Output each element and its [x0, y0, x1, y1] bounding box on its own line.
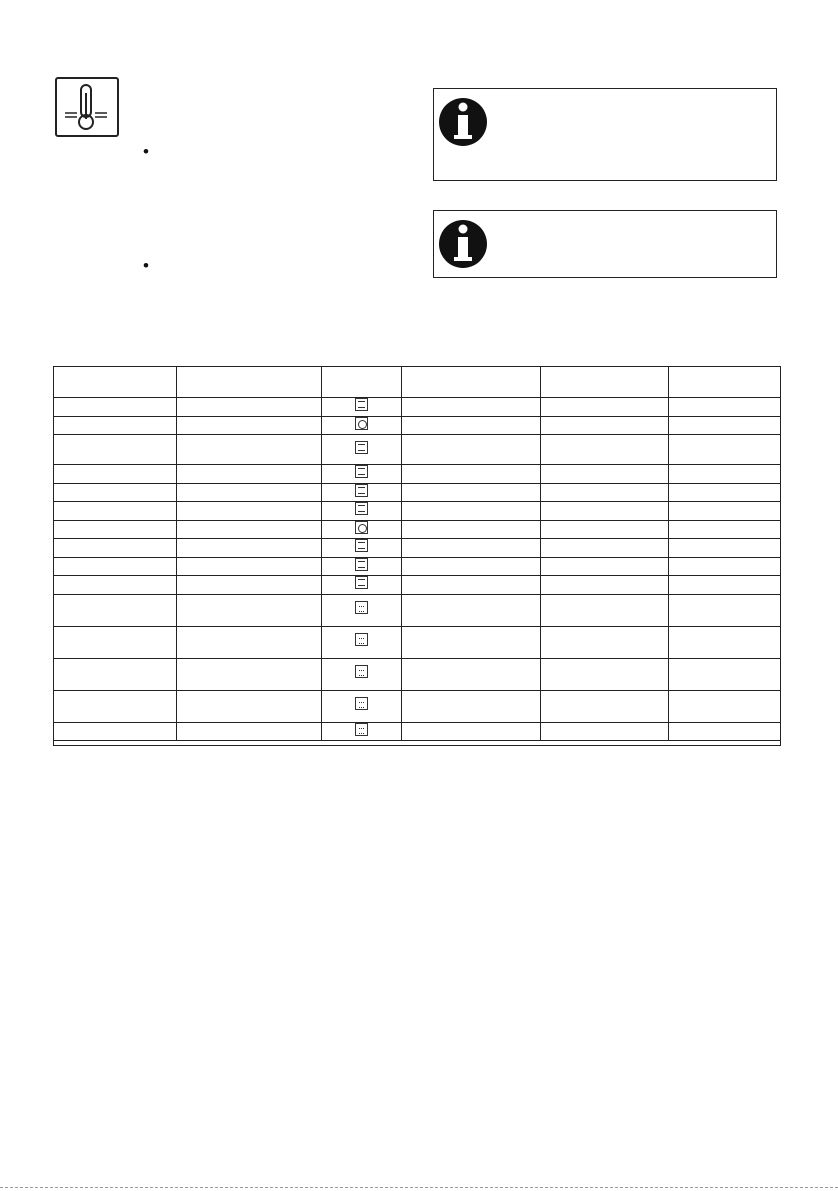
grill-icon	[355, 633, 368, 646]
cell-dish	[54, 483, 177, 502]
cell-level	[176, 465, 321, 484]
cell-rack	[401, 416, 541, 435]
cell-level	[176, 594, 321, 626]
cell-level	[176, 520, 321, 539]
cell-icon	[321, 626, 401, 658]
table-row	[54, 690, 781, 722]
table-header-row	[54, 367, 781, 398]
grill-icon	[355, 697, 368, 710]
cell-time	[669, 502, 781, 521]
cell-level	[176, 626, 321, 658]
top-bottom-heating-icon	[355, 502, 368, 515]
cell-dish	[54, 520, 177, 539]
cell-dish	[54, 539, 177, 558]
cell-time	[669, 576, 781, 595]
cell-temp	[541, 658, 669, 690]
top-bottom-heating-icon	[355, 484, 368, 497]
top-bottom-heating-icon	[355, 441, 368, 454]
cell-temp	[541, 576, 669, 595]
cell-temp	[541, 465, 669, 484]
cell-dish	[54, 502, 177, 521]
table-row	[54, 658, 781, 690]
cell-icon	[321, 594, 401, 626]
cell-time	[669, 520, 781, 539]
cell-time	[669, 416, 781, 435]
cell-temp	[541, 483, 669, 502]
cell-level	[176, 502, 321, 521]
bullet-icon: •	[143, 256, 149, 275]
cooking-table	[53, 366, 781, 746]
cell-level	[176, 557, 321, 576]
cell-dish	[54, 594, 177, 626]
cell-temp	[541, 520, 669, 539]
table-row	[54, 722, 781, 741]
cell-temp	[541, 594, 669, 626]
cell-level	[176, 435, 321, 465]
table-row	[54, 520, 781, 539]
cell-rack	[401, 483, 541, 502]
cell-icon	[321, 690, 401, 722]
table-footnote-row	[54, 741, 781, 746]
cell-time	[669, 594, 781, 626]
cell-rack	[401, 576, 541, 595]
cell-level	[176, 576, 321, 595]
cell-level	[176, 539, 321, 558]
thermometer-icon	[55, 77, 119, 137]
cell-temp	[541, 557, 669, 576]
grill-icon	[355, 665, 368, 678]
table-row	[54, 539, 781, 558]
fan-heating-icon	[355, 417, 368, 430]
cell-icon	[321, 483, 401, 502]
cell-rack	[401, 435, 541, 465]
table-row	[54, 416, 781, 435]
cell-rack	[401, 557, 541, 576]
cell-icon	[321, 539, 401, 558]
cell-temp	[541, 539, 669, 558]
header-time	[669, 367, 781, 398]
info-icon	[436, 91, 490, 149]
cell-temp	[541, 416, 669, 435]
cell-dish	[54, 465, 177, 484]
cell-time	[669, 435, 781, 465]
cell-time	[669, 626, 781, 658]
cell-dish	[54, 416, 177, 435]
cell-temp	[541, 435, 669, 465]
cell-rack	[401, 502, 541, 521]
grill-icon	[355, 601, 368, 614]
cell-dish	[54, 576, 177, 595]
cell-rack	[401, 722, 541, 741]
info-box-timings	[433, 88, 777, 181]
cell-icon	[321, 416, 401, 435]
cell-dish	[54, 658, 177, 690]
table-row	[54, 557, 781, 576]
table-row	[54, 435, 781, 465]
top-bottom-heating-icon	[355, 539, 368, 552]
cell-dish	[54, 690, 177, 722]
header-dish	[54, 367, 177, 398]
cell-level	[176, 722, 321, 741]
cell-rack	[401, 465, 541, 484]
cell-temp	[541, 502, 669, 521]
table-row	[54, 576, 781, 595]
cell-rack	[401, 398, 541, 417]
cell-time	[669, 557, 781, 576]
header-level	[176, 367, 321, 398]
cell-dish	[54, 557, 177, 576]
cell-level	[176, 416, 321, 435]
cell-level	[176, 658, 321, 690]
cell-icon	[321, 398, 401, 417]
cell-icon	[321, 658, 401, 690]
cell-icon	[321, 557, 401, 576]
cell-time	[669, 690, 781, 722]
cell-time	[669, 722, 781, 741]
cell-time	[669, 398, 781, 417]
cell-dish	[54, 722, 177, 741]
top-bottom-heating-icon	[355, 398, 368, 411]
cell-rack	[401, 539, 541, 558]
cell-icon	[321, 520, 401, 539]
cell-time	[669, 483, 781, 502]
cell-level	[176, 483, 321, 502]
page-divider	[0, 1187, 838, 1189]
header-icon	[321, 367, 401, 398]
cell-rack	[401, 520, 541, 539]
bullet-icon: •	[143, 142, 149, 161]
cell-icon	[321, 435, 401, 465]
table-row	[54, 465, 781, 484]
cell-icon	[321, 576, 401, 595]
table-row	[54, 483, 781, 502]
table-row	[54, 626, 781, 658]
top-bottom-heating-icon	[355, 465, 368, 478]
table-row	[54, 398, 781, 417]
cell-level	[176, 398, 321, 417]
table-row	[54, 502, 781, 521]
cell-dish	[54, 626, 177, 658]
grill-icon	[355, 723, 368, 736]
info-box-rack	[433, 210, 777, 278]
cell-rack	[401, 594, 541, 626]
cell-dish	[54, 398, 177, 417]
cell-icon	[321, 722, 401, 741]
info-icon	[436, 213, 490, 271]
cell-dish	[54, 435, 177, 465]
cell-time	[669, 658, 781, 690]
table-footnotes	[54, 741, 781, 746]
cell-time	[669, 539, 781, 558]
cell-rack	[401, 690, 541, 722]
cell-time	[669, 465, 781, 484]
table-row	[54, 594, 781, 626]
cell-level	[176, 690, 321, 722]
cell-rack	[401, 626, 541, 658]
top-bottom-heating-icon	[355, 558, 368, 571]
cell-temp	[541, 722, 669, 741]
cell-rack	[401, 658, 541, 690]
top-bottom-heating-icon	[355, 576, 368, 589]
header-temp	[541, 367, 669, 398]
cell-icon	[321, 502, 401, 521]
header-rack	[401, 367, 541, 398]
cell-temp	[541, 626, 669, 658]
cell-temp	[541, 690, 669, 722]
fan-heating-icon	[355, 521, 368, 534]
cell-temp	[541, 398, 669, 417]
cell-icon	[321, 465, 401, 484]
